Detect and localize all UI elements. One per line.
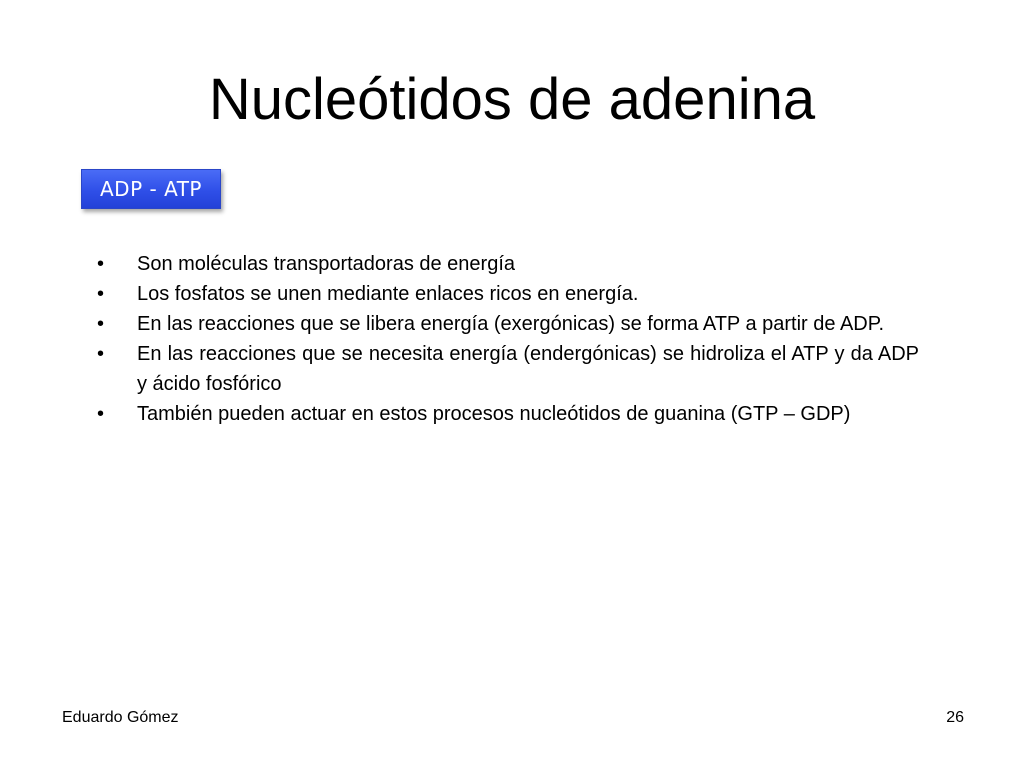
bullet-item <box>97 339 919 399</box>
bullet-dot: • <box>97 283 105 305</box>
bullet-text: También pueden actuar en estos procesos nucleótidos de guanina (GTP – GDP) <box>137 403 851 425</box>
bullet-text: En las reacciones que se necesita energía (endergónicas) se hidroliza el ATP y da ADP y ácido fosfórico <box>137 343 919 395</box>
bullet-dot: • <box>97 253 105 275</box>
bullet-text: Son moléculas transportadoras de energía <box>137 253 516 275</box>
bullet-item <box>97 279 919 309</box>
page-number: 26 <box>946 709 964 726</box>
bullet-text: En las reacciones que se libera energía (exergónicas) se forma ATP a partir de ADP. <box>137 313 885 335</box>
bullet-dot: • <box>97 403 105 425</box>
footer-author: Eduardo Gómez <box>62 709 179 726</box>
slide-title: Nucleótidos de adenina <box>208 67 816 132</box>
bullet-item <box>97 309 919 339</box>
bullet-item <box>97 399 919 429</box>
bullet-text: Los fosfatos se unen mediante enlaces ricos en energía. <box>137 283 639 305</box>
adp-atp-tag: ADP - ATP <box>81 169 221 209</box>
bullet-list <box>97 249 919 429</box>
bullet-item <box>97 249 919 279</box>
bullet-dot: • <box>97 343 105 365</box>
bullet-dot: • <box>97 313 105 335</box>
